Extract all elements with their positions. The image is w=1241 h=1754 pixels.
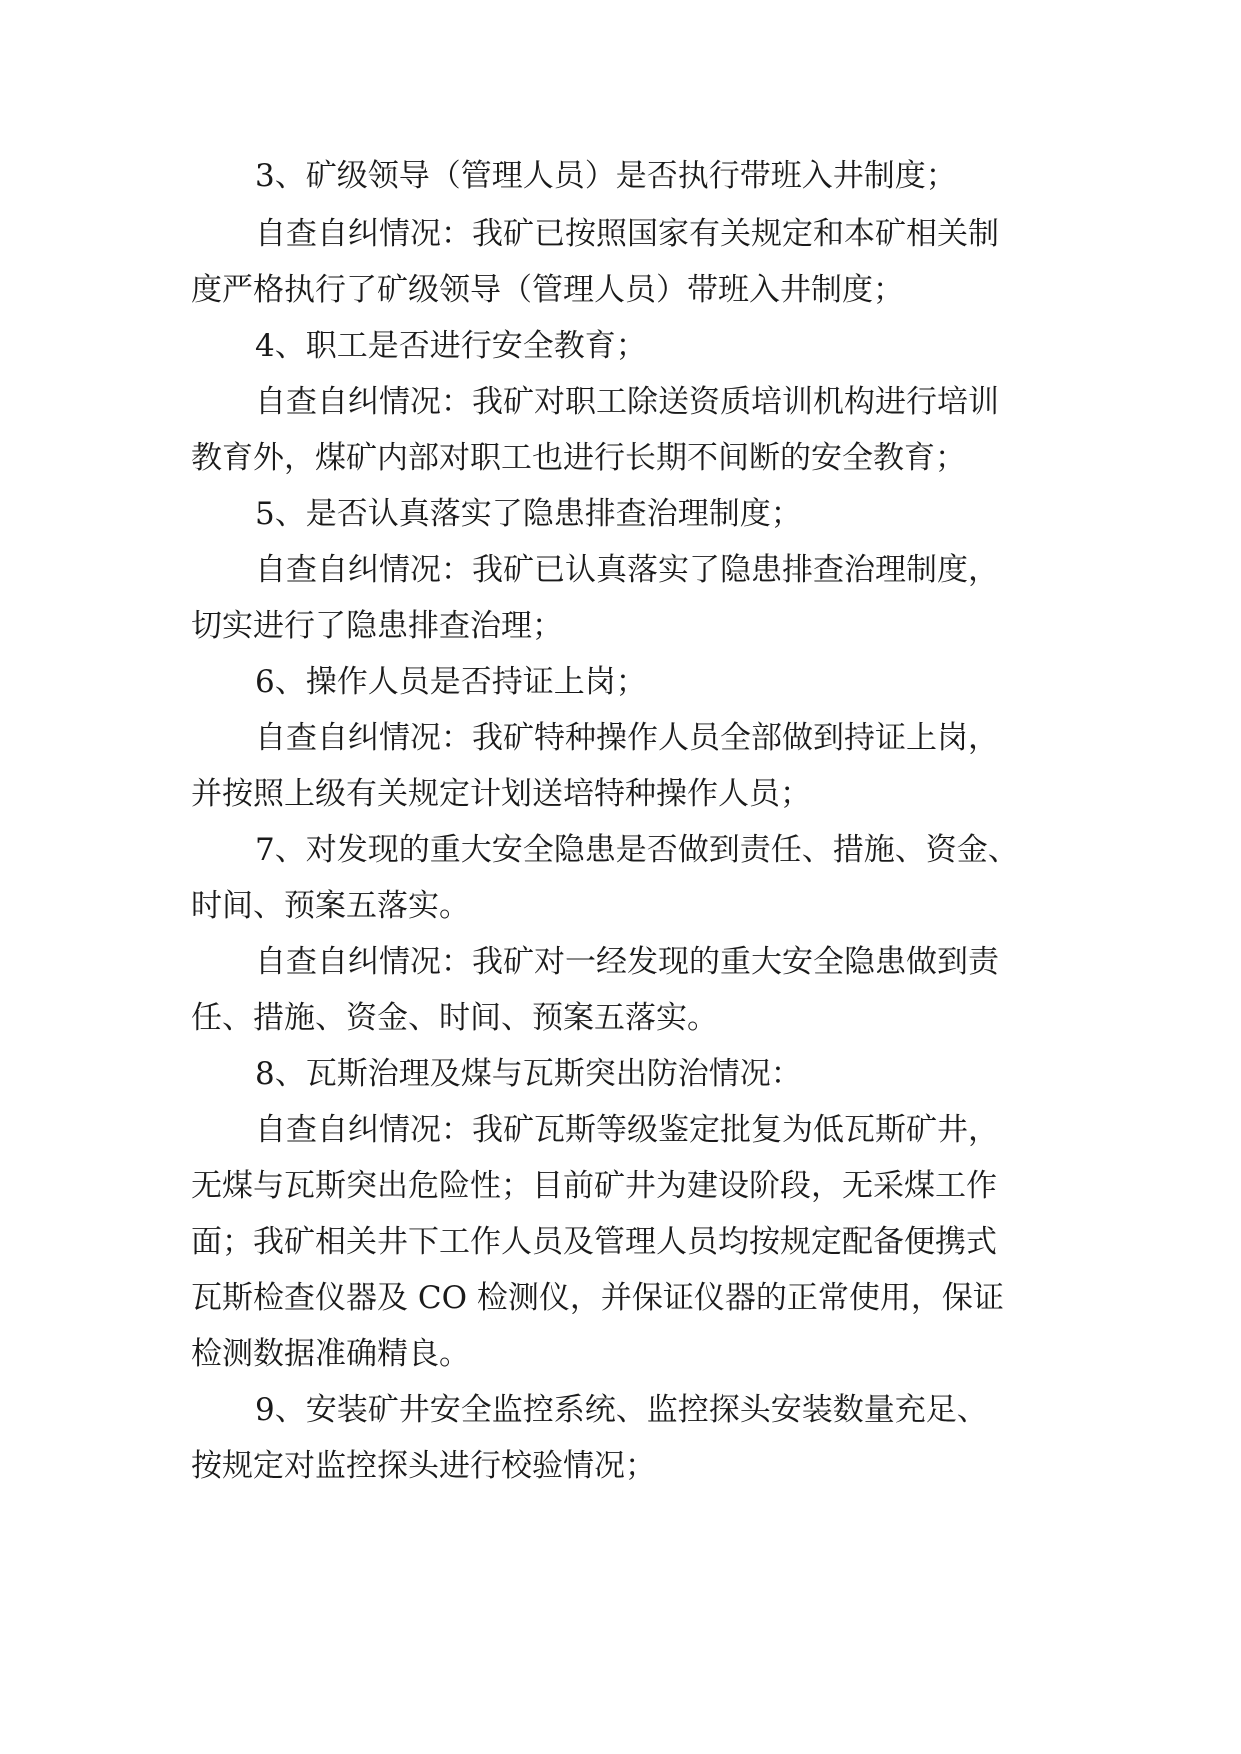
item-6-answer-line-2: 并按照上级有关规定计划送培特种操作人员； — [191, 776, 811, 812]
item-4-heading: 4、职工是否进行安全教育； — [255, 328, 647, 364]
item-8-answer-line-4: 瓦斯检查仪器及 CO 检测仪，并保证仪器的正常使用，保证 — [191, 1280, 1004, 1316]
item-9-heading-line-2: 按规定对监控探头进行校验情况； — [191, 1448, 656, 1484]
item-8-heading: 8、瓦斯治理及煤与瓦斯突出防治情况： — [255, 1056, 802, 1092]
item-6-answer-line-1: 自查自纠情况：我矿特种操作人员全部做到持证上岗， — [255, 720, 999, 756]
item-7-answer-line-1: 自查自纠情况：我矿对一经发现的重大安全隐患做到责 — [255, 944, 999, 980]
item-8-answer-line-1: 自查自纠情况：我矿瓦斯等级鉴定批复为低瓦斯矿井， — [255, 1112, 999, 1148]
item-8-answer-line-2: 无煤与瓦斯突出危险性；目前矿井为建设阶段，无采煤工作 — [191, 1168, 997, 1204]
item-7-heading-line-1: 7、对发现的重大安全隐患是否做到责任、措施、资金、 — [255, 832, 1019, 868]
item-3-answer-line-1: 自查自纠情况：我矿已按照国家有关规定和本矿相关制 — [255, 216, 999, 252]
item-3-answer-line-2: 度严格执行了矿级领导（管理人员）带班入井制度； — [191, 272, 904, 308]
item-4-answer-line-1: 自查自纠情况：我矿对职工除送资质培训机构进行培训 — [255, 384, 999, 420]
item-8-answer-line-3: 面；我矿相关井下工作人员及管理人员均按规定配备便携式 — [191, 1224, 997, 1260]
item-5-answer-line-1: 自查自纠情况：我矿已认真落实了隐患排查治理制度， — [255, 552, 999, 588]
item-6-heading: 6、操作人员是否持证上岗； — [255, 664, 647, 700]
item-9-heading-line-1: 9、安装矿井安全监控系统、监控探头安装数量充足、 — [255, 1392, 988, 1428]
item-8-answer-line-5: 检测数据准确精良。 — [191, 1336, 470, 1372]
item-7-answer-line-2: 任、措施、资金、时间、预案五落实。 — [191, 1000, 718, 1036]
item-4-answer-line-2: 教育外，煤矿内部对职工也进行长期不间断的安全教育； — [191, 440, 966, 476]
item-7-heading-line-2: 时间、预案五落实。 — [191, 888, 470, 924]
item-3-heading: 3、矿级领导（管理人员）是否执行带班入井制度； — [255, 158, 957, 194]
item-5-heading: 5、是否认真落实了隐患排查治理制度； — [255, 496, 802, 532]
item-5-answer-line-2: 切实进行了隐患排查治理； — [191, 608, 563, 644]
